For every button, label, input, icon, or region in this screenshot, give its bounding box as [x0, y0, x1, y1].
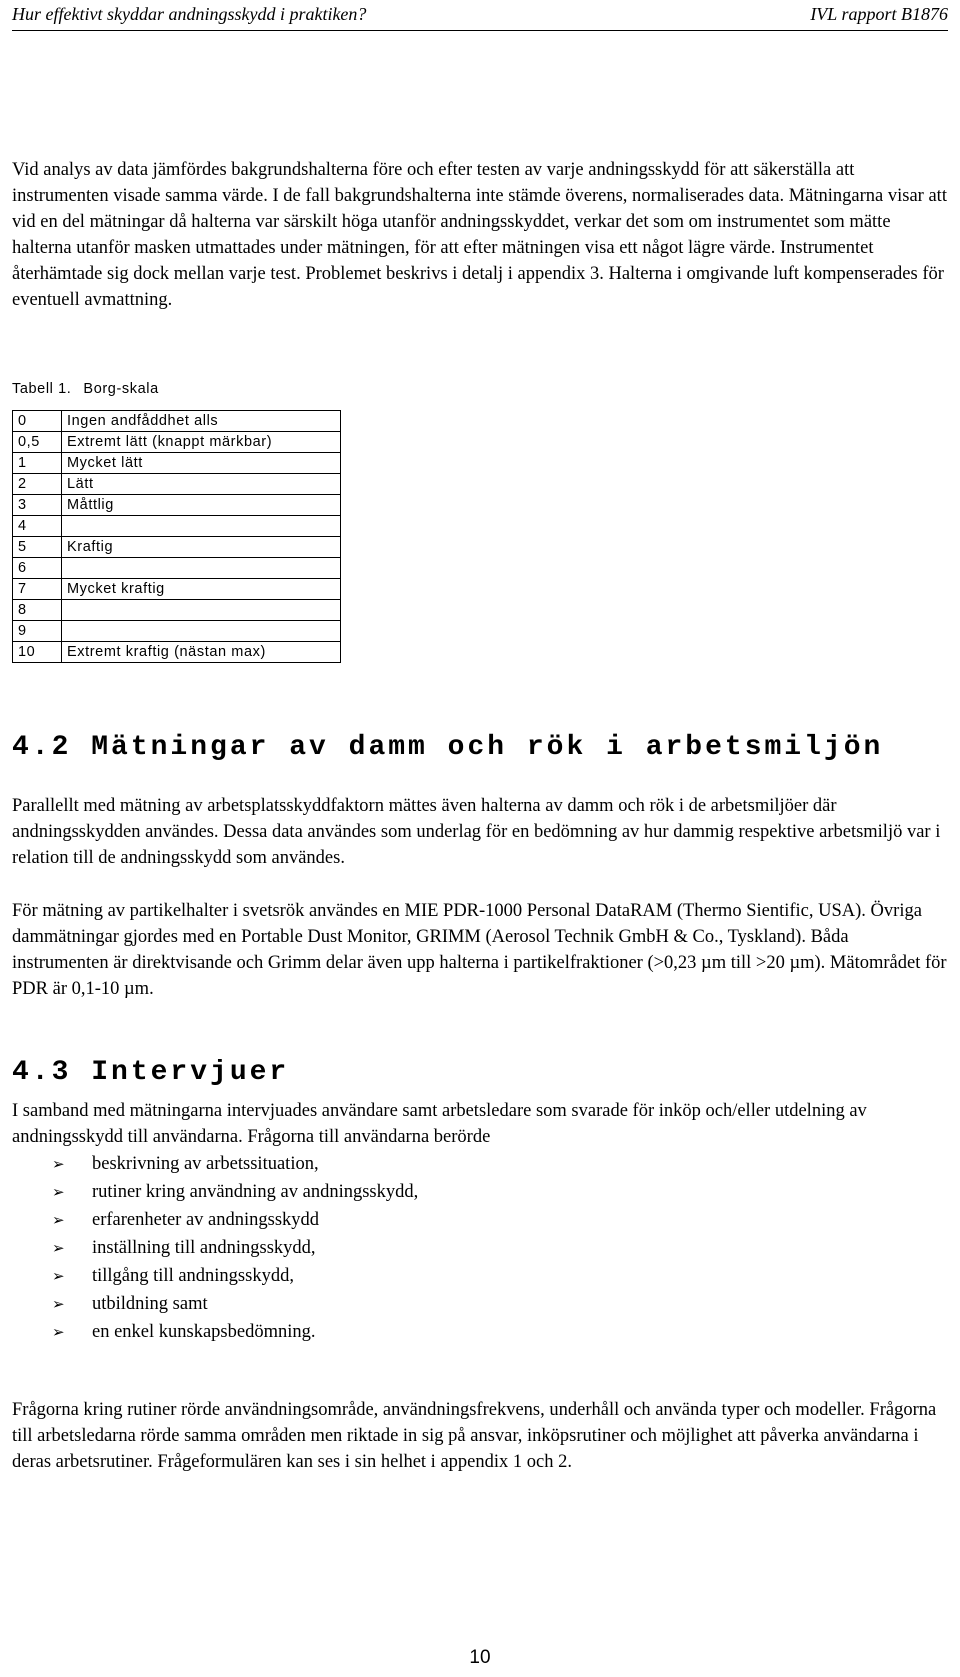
borg-value-cell: 2 — [13, 474, 62, 495]
list-item — [12, 1206, 947, 1234]
header-report-id: IVL rapport B1876 — [810, 4, 948, 24]
borg-description-cell: Mycket kraftig — [62, 579, 341, 600]
borg-value-cell: 9 — [13, 621, 62, 642]
header-report-title: Hur effektivt skyddar andningsskydd i praktiken? — [12, 4, 367, 24]
borg-value-cell: 1 — [13, 453, 62, 474]
list-item-text: utbildning samt — [92, 1294, 208, 1314]
table-row — [13, 411, 341, 432]
list-item-text: beskrivning av arbetssituation, — [92, 1154, 319, 1174]
list-item-text: inställning till andningsskydd, — [92, 1238, 316, 1258]
page-header — [12, 2, 948, 31]
table-row — [13, 642, 341, 663]
table-row — [13, 621, 341, 642]
list-item — [12, 1178, 947, 1206]
list-item — [12, 1318, 947, 1346]
table-row — [13, 432, 341, 453]
arrow-bullet-icon: ➢ — [52, 1155, 65, 1173]
borg-description-cell: Lätt — [62, 474, 341, 495]
borg-description-cell — [62, 558, 341, 579]
interview-topics-list — [12, 1150, 947, 1346]
section-heading-4-3: 4.3 Intervjuer — [12, 1057, 290, 1088]
borg-value-cell: 8 — [13, 600, 62, 621]
list-item — [12, 1234, 947, 1262]
borg-value-cell: 7 — [13, 579, 62, 600]
borg-description-cell: Extremt kraftig (nästan max) — [62, 642, 341, 663]
arrow-bullet-icon: ➢ — [52, 1267, 65, 1285]
table-row — [13, 516, 341, 537]
borg-description-cell: Extremt lätt (knappt märkbar) — [62, 432, 341, 453]
section-4-2-paragraph-2: För mätning av partikelhalter i svetsrök användes en MIE PDR-1000 Personal DataRAM (Thermo Sientific, USA). Övriga dammätningar gjordes med en Portable Dust Monitor, GRIMM (Aerosol Technik GmbH & Co., Tyskland). Båda instrumenten är direktvisande och Grimm delar även upp halterna i partikelfraktioner (>0,23 µm till >20 µm). Mätområdet för PDR är 0,1-10 µm. — [12, 901, 947, 999]
table-caption-title: Borg-skala — [83, 381, 159, 397]
table-row — [13, 537, 341, 558]
intro-paragraph: Vid analys av data jämfördes bakgrundshalterna före och efter testen av varje andningsskydd för att säkerställa att instrumenten visade samma värde. I de fall bakgrundshalterna inte stämde överens, normaliserades data. Mätningarna visar att vid en del mätningar då halterna var särskilt höga utanför andningsskyddet, verkar det som om instrumentet som mätte halterna utanför masken utmattades under mätningen, för att efter mätningen visa ett något lägre värde. Instrumentet återhämtade sig dock mellan varje test. Problemet beskrivs i detalj i appendix 3. Halterna i omgivande luft kompenserades för eventuell avmattning. — [12, 160, 947, 310]
table-row — [13, 579, 341, 600]
list-item-text: rutiner kring användning av andningsskydd, — [92, 1182, 419, 1202]
list-item-text: erfarenheter av andningsskydd — [92, 1210, 320, 1230]
table-row — [13, 600, 341, 621]
borg-description-cell: Måttlig — [62, 495, 341, 516]
borg-scale-table — [12, 410, 341, 663]
list-item — [12, 1290, 947, 1318]
arrow-bullet-icon: ➢ — [52, 1239, 65, 1257]
page-number: 10 — [469, 1647, 491, 1668]
section-4-3-paragraph-1: I samband med mätningarna intervjuades användare samt arbetsledare som svarade för inköp och/eller utdelning av andningsskydd till användarna. Frågorna till användarna berörde — [12, 1101, 867, 1147]
arrow-bullet-icon: ➢ — [52, 1211, 65, 1229]
borg-description-cell: Mycket lätt — [62, 453, 341, 474]
table-row — [13, 558, 341, 579]
borg-value-cell: 0,5 — [13, 432, 62, 453]
borg-description-cell: Ingen andfåddhet alls — [62, 411, 341, 432]
table-caption — [12, 381, 159, 397]
borg-value-cell: 5 — [13, 537, 62, 558]
section-4-2-paragraph-1: Parallellt med mätning av arbetsplatsskyddfaktorn mättes även halterna av damm och rök i de arbetsmiljöer där andningsskydden användes. Dessa data användes som underlag för en bedömning av hur dammig respektive arbetsmiljö var i relation till de andningsskydd som användes. — [12, 796, 941, 868]
list-item-text: tillgång till andningsskydd, — [92, 1266, 294, 1286]
section-4-3-paragraph-2: Frågorna kring rutiner rörde användningsområde, användningsfrekvens, underhåll och använda typer och modeller. Frågorna till arbetsledarna rörde samma områden men riktade in sig på ansvar, inköpsrutiner och möjlighet att påverka användarna i deras arbetsrutiner. Frågeformulären kan ses i sin helhet i appendix 1 och 2. — [12, 1400, 937, 1472]
borg-description-cell — [62, 600, 341, 621]
borg-value-cell: 6 — [13, 558, 62, 579]
borg-value-cell: 10 — [13, 642, 62, 663]
list-item-text: en enkel kunskapsbedömning. — [92, 1322, 316, 1342]
borg-value-cell: 3 — [13, 495, 62, 516]
table-row — [13, 474, 341, 495]
borg-description-cell — [62, 516, 341, 537]
borg-description-cell — [62, 621, 341, 642]
list-item — [12, 1262, 947, 1290]
borg-value-cell: 4 — [13, 516, 62, 537]
arrow-bullet-icon: ➢ — [52, 1323, 65, 1341]
table-row — [13, 495, 341, 516]
table-row — [13, 453, 341, 474]
arrow-bullet-icon: ➢ — [52, 1183, 65, 1201]
arrow-bullet-icon: ➢ — [52, 1295, 65, 1313]
table-caption-label: Tabell 1. — [12, 381, 72, 397]
borg-value-cell: 0 — [13, 411, 62, 432]
list-item — [12, 1150, 947, 1178]
section-heading-4-2: 4.2 Mätningar av damm och rök i arbetsmiljön — [12, 732, 884, 763]
borg-description-cell: Kraftig — [62, 537, 341, 558]
